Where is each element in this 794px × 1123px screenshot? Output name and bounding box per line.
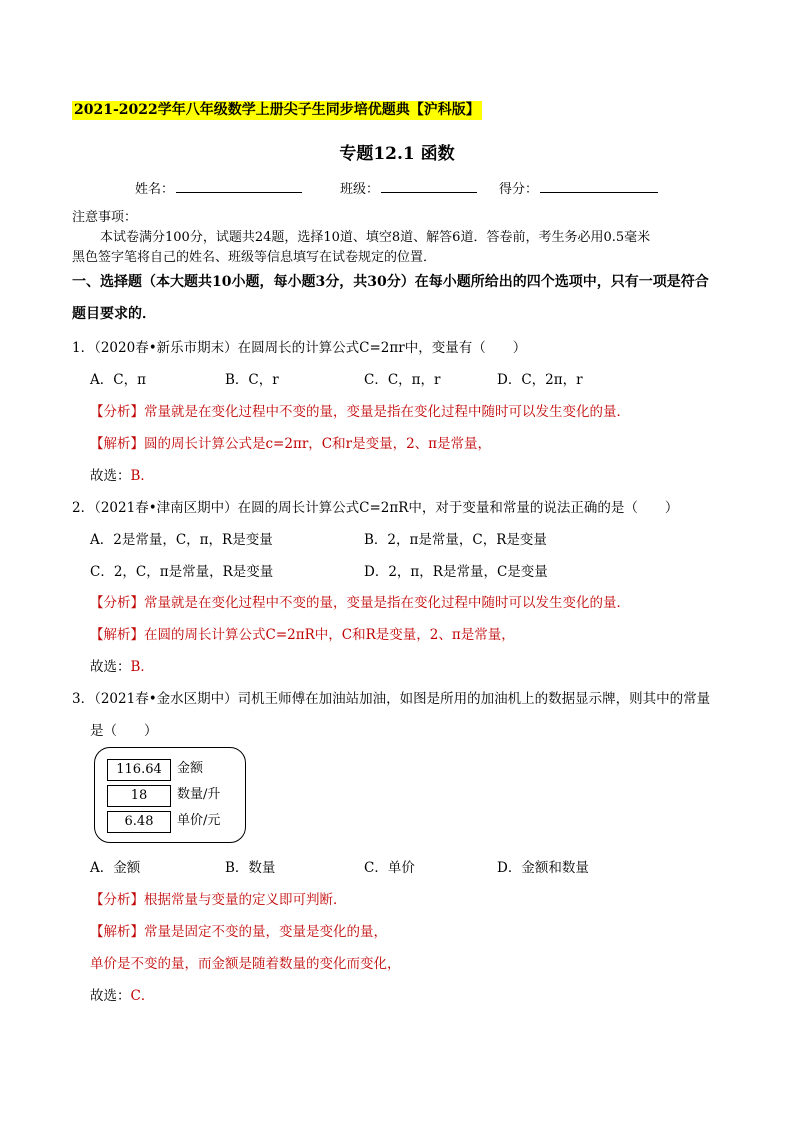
q1-option-d[interactable]: D．C，2π，r bbox=[497, 372, 583, 388]
q2-analysis bbox=[90, 591, 630, 611]
q3-option-c[interactable]: C．单价 bbox=[364, 860, 415, 876]
score-blank[interactable] bbox=[540, 178, 658, 193]
notice-heading: 注意事项： bbox=[72, 210, 138, 225]
q2-answer bbox=[90, 655, 154, 675]
answer-value: B． bbox=[130, 659, 154, 675]
q2-option-a[interactable]: A．2是常量，C，π，R是变量 bbox=[90, 532, 273, 548]
section-heading-line-2: 题目要求的． bbox=[72, 306, 156, 322]
solution-tag: 【解析】 bbox=[90, 924, 144, 940]
pump-amount-value: 116.64 bbox=[107, 759, 171, 781]
q1-analysis bbox=[90, 400, 630, 420]
analysis-text: 常量就是在变化过程中不变的量，变量是指在变化过程中随时可以发生变化的量． bbox=[144, 595, 630, 611]
answer-value: B． bbox=[130, 468, 154, 484]
q2-option-c[interactable]: C．2，C，π是常量，R是变量 bbox=[90, 564, 274, 580]
analysis-tag: 【分析】 bbox=[90, 595, 144, 611]
score-label: 得分： bbox=[499, 182, 539, 197]
name-blank[interactable] bbox=[176, 178, 302, 193]
q1-option-c[interactable]: C．C，π，r bbox=[364, 372, 441, 388]
pump-quantity-value: 18 bbox=[107, 785, 171, 807]
q2-option-d[interactable]: D．2，π，R是常量，C是变量 bbox=[364, 564, 548, 580]
answer-prefix: 故选： bbox=[90, 659, 131, 675]
q3-answer bbox=[90, 984, 154, 1004]
q1-option-b[interactable]: B．C，r bbox=[225, 372, 279, 388]
analysis-text: 常量就是在变化过程中不变的量，变量是指在变化过程中随时可以发生变化的量． bbox=[144, 404, 630, 420]
class-label: 班级： bbox=[340, 182, 380, 197]
question-3-stem-line-1: 3．（2021春•金水区期中）司机王师傅在加油站加油，如图是所用的加油机上的数据显示牌，则其中的常量 bbox=[72, 691, 711, 707]
q3-option-a[interactable]: A．金额 bbox=[90, 860, 141, 876]
q3-solution-line-2: 单价是不变的量，而金额是随着数量的变化而变化， bbox=[90, 956, 401, 972]
answer-prefix: 故选： bbox=[90, 468, 131, 484]
section-heading-line-1: 一、选择题（本大题共10小题，每小题3分，共30分）在每小题所给出的四个选项中，只有一项是符合 bbox=[72, 274, 709, 290]
analysis-tag: 【分析】 bbox=[90, 404, 144, 420]
question-2-stem: 2．（2021春•津南区期中）在圆的周长计算公式C=2πR中，对于变量和常量的说法正确的是（ ） bbox=[72, 500, 679, 516]
name-label: 姓名： bbox=[135, 182, 175, 197]
q3-analysis bbox=[90, 888, 347, 908]
analysis-tag: 【分析】 bbox=[90, 892, 144, 908]
analysis-text: 根据常量与变量的定义即可判断． bbox=[144, 892, 347, 908]
q1-solution bbox=[90, 432, 491, 452]
fuel-pump-display bbox=[94, 747, 246, 843]
q2-option-b[interactable]: B．2，π是常量，C，R是变量 bbox=[364, 532, 547, 548]
q1-option-a[interactable]: A．C，π bbox=[90, 372, 146, 388]
series-banner: 2021-2022学年八年级数学上册尖子生同步培优题典【沪科版】 bbox=[74, 102, 480, 118]
question-1-stem: 1．（2020春•新乐市期末）在圆周长的计算公式C=2πr中，变量有（ ） bbox=[72, 340, 527, 356]
q3-solution bbox=[90, 920, 387, 940]
q1-answer bbox=[90, 464, 154, 484]
solution-tag: 【解析】 bbox=[90, 436, 144, 452]
solution-text: 在圆的周长计算公式C=2πR中，C和R是变量，2、π是常量， bbox=[144, 627, 515, 643]
answer-value: C． bbox=[130, 988, 155, 1004]
q2-solution bbox=[90, 623, 515, 643]
pump-amount-label: 金额 bbox=[177, 761, 204, 776]
solution-text: 圆的周长计算公式是c=2πr，C和r是变量，2、π是常量， bbox=[144, 436, 492, 452]
pump-price-value: 6.48 bbox=[107, 811, 171, 833]
q3-option-d[interactable]: D．金额和数量 bbox=[497, 860, 589, 876]
pump-quantity-label: 数量/升 bbox=[177, 787, 221, 802]
notice-line-2: 黑色签字笔将自己的姓名、班级等信息填写在试卷规定的位置． bbox=[72, 250, 437, 265]
question-3-stem-line-2: 是（ ） bbox=[90, 723, 158, 739]
class-blank[interactable] bbox=[381, 178, 477, 193]
page-title: 专题12.1 函数 bbox=[339, 144, 455, 164]
solution-tag: 【解析】 bbox=[90, 627, 144, 643]
notice-line-1: 本试卷满分100分，试题共24题，选择10道、填空8道、解答6道．答卷前，考生务必用0.5毫米 bbox=[100, 230, 651, 245]
pump-price-label: 单价/元 bbox=[177, 813, 221, 828]
answer-prefix: 故选： bbox=[90, 988, 131, 1004]
solution-text: 常量是固定不变的量，变量是变化的量， bbox=[144, 924, 387, 940]
q3-option-b[interactable]: B．数量 bbox=[225, 860, 276, 876]
